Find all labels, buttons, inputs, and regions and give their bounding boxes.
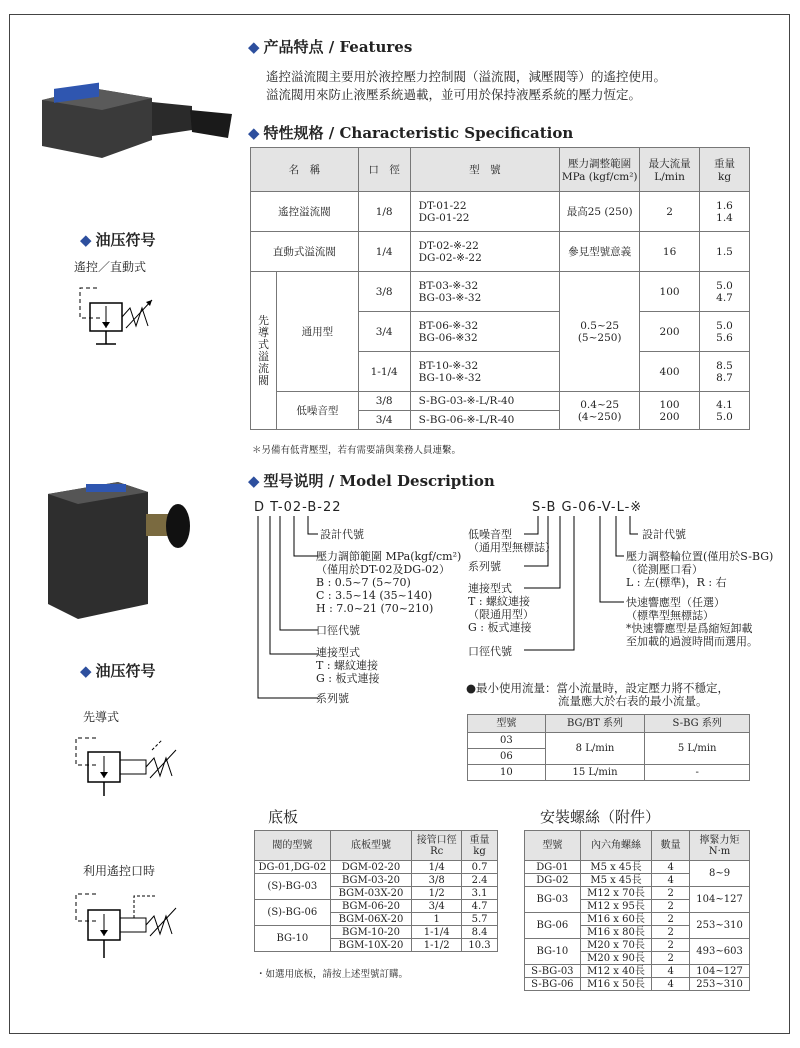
table-cell: DT-02-※-22 DG-02-※-22 (410, 232, 560, 272)
table-row (525, 831, 750, 861)
table-cell: 1.5 (700, 232, 750, 272)
th-model: 型 號 (410, 148, 560, 192)
th-weight: 重量 kg (700, 148, 750, 192)
table-cell: M12 x 95長 (580, 900, 652, 913)
table-cell: M16 x 80長 (580, 926, 652, 939)
table-cell: 2 (640, 192, 700, 232)
table-cell: (S)-BG-03 (255, 874, 331, 900)
c2-series: 系列號 (468, 560, 501, 573)
bolts-table (524, 830, 750, 991)
table-cell: 接管口徑 Rc (412, 831, 462, 861)
table-cell: 3/8 (358, 272, 410, 312)
table-row (525, 978, 750, 991)
table-cell: 2 (652, 952, 690, 965)
table-cell: BGM-10X-20 (330, 939, 412, 952)
table-cell: 參見型號意義 (560, 232, 640, 272)
c1-conn: 連接型式 T : 螺紋連接 G : 板式連接 (316, 646, 380, 685)
table-cell: 3/8 (358, 392, 410, 411)
c2-design: 設計代號 (642, 528, 686, 541)
table-cell: 1-1/4 (358, 352, 410, 392)
min-flow-note: ●最小使用流量：當小流量時，設定壓力將不穩定， 流量應大於右表的最小流量。 (466, 681, 730, 708)
table-cell: 低噪音型 (276, 392, 358, 430)
table-cell: 型號 (525, 831, 581, 861)
table-cell: 2 (652, 939, 690, 952)
table-cell: 06 (468, 749, 546, 765)
table-cell: 15 L/min (545, 765, 645, 781)
table-row (525, 913, 750, 926)
table-cell: BG-06 (525, 913, 581, 939)
table-cell: 10.3 (462, 939, 498, 952)
table-row (255, 831, 498, 861)
features-title: ◆ 产品特点 / Features (248, 38, 413, 56)
table-cell: 1-1/2 (412, 939, 462, 952)
table-row (468, 715, 750, 733)
table-cell: 1/4 (412, 861, 462, 874)
table-cell: 5.7 (462, 913, 498, 926)
table-cell: BT-06-※-32 BG-06-※32 (410, 312, 560, 352)
table-cell: 重量 kg (462, 831, 498, 861)
table-cell: 3/4 (412, 900, 462, 913)
remote-valve-symbol (70, 278, 170, 368)
table-row (525, 861, 750, 874)
table-cell: (S)-BG-06 (255, 900, 331, 926)
table-cell: 200 (640, 312, 700, 352)
remote-relief-valve-photo (32, 80, 237, 170)
symbol-label-pilot: 先導式 (83, 710, 120, 724)
table-cell: 2.4 (462, 874, 498, 887)
table-cell: DGM-02-20 (330, 861, 412, 874)
table-cell: 4.7 (462, 900, 498, 913)
table-cell: 3/4 (358, 312, 410, 352)
table-row (468, 765, 750, 781)
table-cell: M20 x 90長 (580, 952, 652, 965)
table-row (255, 861, 498, 874)
table-cell: DG-01,DG-02 (255, 861, 331, 874)
pilot-label: 先導式溢流閥 (251, 272, 277, 430)
table-cell: 0.4~25 (4~250) (560, 392, 640, 430)
th-pressure: 壓力調整範圍 MPa (kgf/cm²) (560, 148, 640, 192)
pilot-relief-valve-photo (38, 474, 198, 624)
table-cell: 2 (652, 887, 690, 900)
table-row (255, 874, 498, 887)
bolts-title: 安裝螺絲（附件） (540, 808, 661, 826)
c2-conn: 連接型式 T : 螺紋連接 （限通用型） G : 板式連接 (468, 582, 534, 634)
table-cell: DT-01-22 DG-01-22 (410, 192, 560, 232)
table-cell: 253~310 (690, 913, 750, 939)
table-cell: S-BG-03 (525, 965, 581, 978)
table-cell: 104~127 (690, 965, 750, 978)
table-cell: S-BG-06 (525, 978, 581, 991)
table-cell: 直動式溢流閥 (251, 232, 359, 272)
table-cell: M5 x 45長 (580, 861, 652, 874)
table-cell: M12 x 40長 (580, 965, 652, 978)
th-size: 口 徑 (358, 148, 410, 192)
table-cell: 100 (640, 272, 700, 312)
table-cell: 底板型號 (330, 831, 412, 861)
c2-lownoise: 低噪音型 （通用型無標誌） (468, 528, 556, 554)
table-cell: BG/BT 系列 (545, 715, 645, 733)
table-cell: BGM-06X-20 (330, 913, 412, 926)
th-name: 名 稱 (251, 148, 359, 192)
table-cell: 內六角螺絲 (580, 831, 652, 861)
pilot-valve-symbol (66, 730, 186, 810)
table-cell: 8 L/min (545, 733, 645, 765)
table-cell: 4 (652, 874, 690, 887)
baseplate-table (254, 830, 498, 952)
c1-range: 壓力調節範圍 MPa(kgf/cm²) （僅用於DT-02及DG-02） B : 0.5~7 (5~70) C : 3.5~14 (35~140) H : 7.0~21 (70~210) (316, 550, 462, 615)
table-cell: M12 x 70長 (580, 887, 652, 900)
table-cell: S-BG 系列 (645, 715, 750, 733)
table-cell: 4 (652, 978, 690, 991)
table-cell: 1/2 (412, 887, 462, 900)
table-cell: 03 (468, 733, 546, 749)
table-row (251, 148, 750, 192)
table-cell: BG-10 (525, 939, 581, 965)
table-cell: S-BG-06-※-L/R-40 (410, 411, 560, 430)
table-cell: DG-01 (525, 861, 581, 874)
table-cell: 0.7 (462, 861, 498, 874)
features-text: 遙控溢流閥主要用於液控壓力控制閥（溢流閥，減壓閥等）的遙控使用。 溢流閥用來防止液壓系統過載，並可用於保持液壓系統的壓力恆定。 (266, 69, 667, 102)
c1-series: 系列號 (316, 692, 349, 705)
table-cell: 通用型 (276, 272, 358, 392)
table-cell: 5.0 4.7 (700, 272, 750, 312)
spec-row-remote (251, 192, 750, 232)
table-cell: BG-03 (525, 887, 581, 913)
table-cell: 數量 (652, 831, 690, 861)
table-row (255, 926, 498, 939)
table-cell: 0.5~25 (5~250) (560, 272, 640, 392)
table-cell: 遙控溢流閥 (251, 192, 359, 232)
table-row (468, 733, 750, 749)
table-cell: BT-03-※-32 BG-03-※-32 (410, 272, 560, 312)
table-cell: 1-1/4 (412, 926, 462, 939)
table-cell: 1/4 (358, 232, 410, 272)
symbol-label-remote: 遙控／直動式 (74, 260, 147, 274)
spec-row-sbg03 (251, 392, 750, 411)
table-cell: BGM-06-20 (330, 900, 412, 913)
table-cell: M5 x 45長 (580, 874, 652, 887)
table-cell: 閥的型號 (255, 831, 331, 861)
table-row (255, 900, 498, 913)
table-cell: DG-02 (525, 874, 581, 887)
table-cell: 5 L/min (645, 733, 750, 765)
table-cell: 253~310 (690, 978, 750, 991)
table-cell: M16 x 50長 (580, 978, 652, 991)
table-cell: 擰緊力矩 N·m (690, 831, 750, 861)
c2-fast: 快速響應型（任選） （標準型無標誌） *快速響應型是爲縮短卸載 至加載的過渡時間而選用。 (626, 596, 758, 648)
table-cell: BGM-03-20 (330, 874, 412, 887)
table-cell: 8.4 (462, 926, 498, 939)
table-cell: - (645, 765, 750, 781)
table-row (525, 965, 750, 978)
model-code-1: D T-02-B-22 (254, 500, 342, 515)
table-cell: BGM-10-20 (330, 926, 412, 939)
table-cell: 2 (652, 900, 690, 913)
symbol-label-remote-port: 利用遙控口時 (83, 864, 156, 878)
symbol-title-2: ◆ 油压符号 (80, 662, 156, 680)
table-row (525, 887, 750, 900)
model-code-2: S-B G-06-V-L-※ (532, 500, 643, 515)
table-cell: BT-10-※-32 BG-10-※-32 (410, 352, 560, 392)
table-cell: 104~127 (690, 887, 750, 913)
table-cell: 8.5 8.7 (700, 352, 750, 392)
table-cell: 最高25 (250) (560, 192, 640, 232)
table-cell: S-BG-03-※-L/R-40 (410, 392, 560, 411)
c2-size: 口徑代號 (468, 645, 512, 658)
table-cell: 8~9 (690, 861, 750, 887)
c1-size: 口徑代號 (316, 624, 360, 637)
min-flow-table (467, 714, 750, 781)
symbol-title-1: ◆ 油压符号 (80, 231, 156, 249)
table-cell: 100 200 (640, 392, 700, 430)
table-cell: 1.6 1.4 (700, 192, 750, 232)
spec-table (250, 147, 750, 430)
table-cell: 型號 (468, 715, 546, 733)
c1-design: 設計代號 (320, 528, 364, 541)
table-cell: 400 (640, 352, 700, 392)
table-cell: 5.0 5.6 (700, 312, 750, 352)
table-cell: 3/8 (412, 874, 462, 887)
table-cell: 493~603 (690, 939, 750, 965)
table-cell: 2 (652, 926, 690, 939)
table-cell: 4 (652, 965, 690, 978)
table-cell: 3/4 (358, 411, 410, 430)
table-cell: BG-10 (255, 926, 331, 952)
table-cell: 4.1 5.0 (700, 392, 750, 430)
table-cell: 10 (468, 765, 546, 781)
spec-row-bg03 (251, 272, 750, 312)
spec-title: ◆ 特性规格 / Characteristic Specification (248, 124, 574, 142)
table-cell: 1/8 (358, 192, 410, 232)
table-cell: 3.1 (462, 887, 498, 900)
c2-adj: 壓力調整輪位置(僅用於S-BG) （從測壓口看） L : 左(標準)，R : 右 (626, 550, 774, 589)
table-cell: 2 (652, 913, 690, 926)
spec-row-direct (251, 232, 750, 272)
table-cell: BGM-03X-20 (330, 887, 412, 900)
table-cell: M16 x 60長 (580, 913, 652, 926)
table-cell: 1 (412, 913, 462, 926)
th-flow: 最大流量 L/min (640, 148, 700, 192)
table-cell: M20 x 70長 (580, 939, 652, 952)
spec-note: ＊另備有低背壓型，若有需要請與業務人員連繫。 (252, 445, 462, 456)
table-cell: 16 (640, 232, 700, 272)
remote-port-symbol (66, 886, 186, 976)
baseplate-note: ・如選用底板，請按上述型號訂購。 (256, 969, 409, 980)
baseplate-title: 底板 (268, 808, 299, 826)
table-cell: 4 (652, 861, 690, 874)
model-title: ◆ 型号说明 / Model Description (248, 472, 495, 490)
table-row (525, 939, 750, 952)
